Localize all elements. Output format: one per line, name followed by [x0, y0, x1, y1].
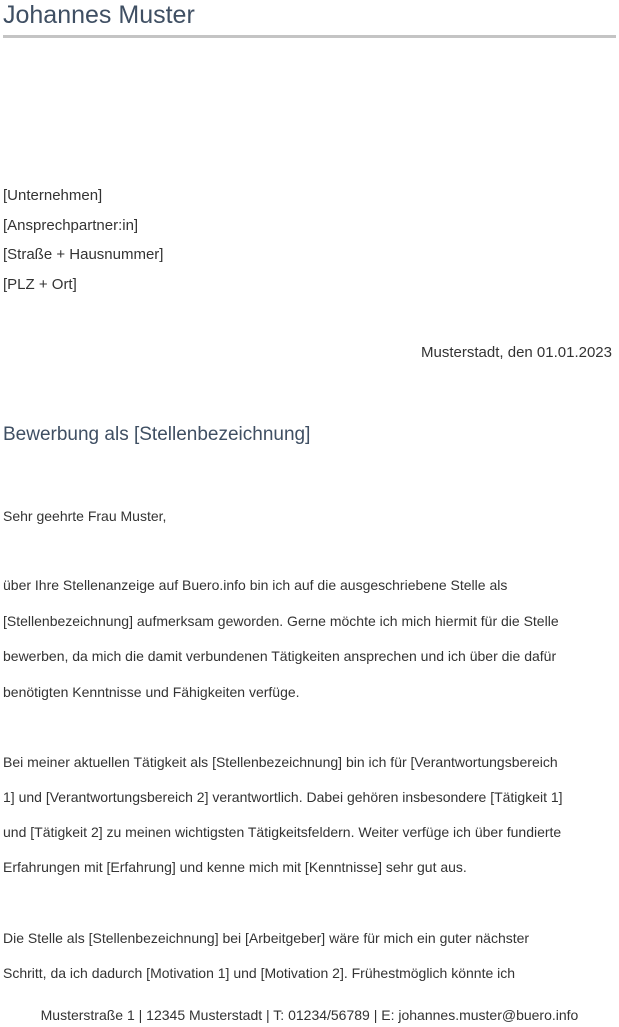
paragraph-line: [Stellenbezeichnung] aufmerksam geworden. Gerne möchte ich mich hiermit für die Stelle	[3, 613, 559, 629]
footer-contact: Musterstraße 1 | 12345 Musterstadt | T: 01234/56789 | E: johannes.muster@buero.info	[40, 1007, 579, 1023]
paragraph-line: benötigten Kenntnisse und Fähigkeiten verfüge.	[3, 684, 300, 700]
sender-name: Johannes Muster	[3, 1, 195, 29]
paragraph-line: Erfahrungen mit [Erfahrung] und kenne mich mit [Kenntnisse] sehr gut aus.	[3, 859, 467, 875]
paragraph-line: bewerben, da mich die damit verbundenen Tätigkeiten ansprechen und ich über die dafür	[3, 648, 557, 664]
paragraph-line: über Ihre Stellenanzeige auf Buero.info bin ich auf die ausgeschriebene Stelle als	[3, 577, 508, 593]
salutation: Sehr geehrte Frau Muster,	[3, 508, 167, 524]
paragraph-line: Schritt, da ich dadurch [Motivation 1] und [Motivation 2]. Frühestmöglich könnte ich	[3, 965, 516, 981]
date-line: Musterstadt, den 01.01.2023	[421, 344, 612, 361]
recipient-company: [Unternehmen]	[3, 187, 103, 204]
header-divider	[3, 35, 616, 38]
paragraph-line: Die Stelle als [Stellenbezeichnung] bei [Arbeitgeber] wäre für mich ein guter nächster	[3, 930, 530, 946]
recipient-street: [Straße + Hausnummer]	[3, 246, 164, 263]
paragraph-line: Bei meiner aktuellen Tätigkeit als [Stellenbezeichnung] bin ich für [Verantwortungsbereich	[3, 754, 558, 770]
recipient-contact: [Ansprechpartner:in]	[3, 217, 139, 234]
paragraph-line: und [Tätigkeit 2] zu meinen wichtigsten Tätigkeitsfeldern. Weiter verfüge ich über fundierte	[3, 824, 562, 840]
recipient-city: [PLZ + Ort]	[3, 276, 77, 293]
paragraph-line: 1] und [Verantwortungsbereich 2] verantwortlich. Dabei gehören insbesondere [Tätigkeit 1]	[3, 789, 563, 805]
letter-subject: Bewerbung als [Stellenbezeichnung]	[3, 424, 311, 445]
